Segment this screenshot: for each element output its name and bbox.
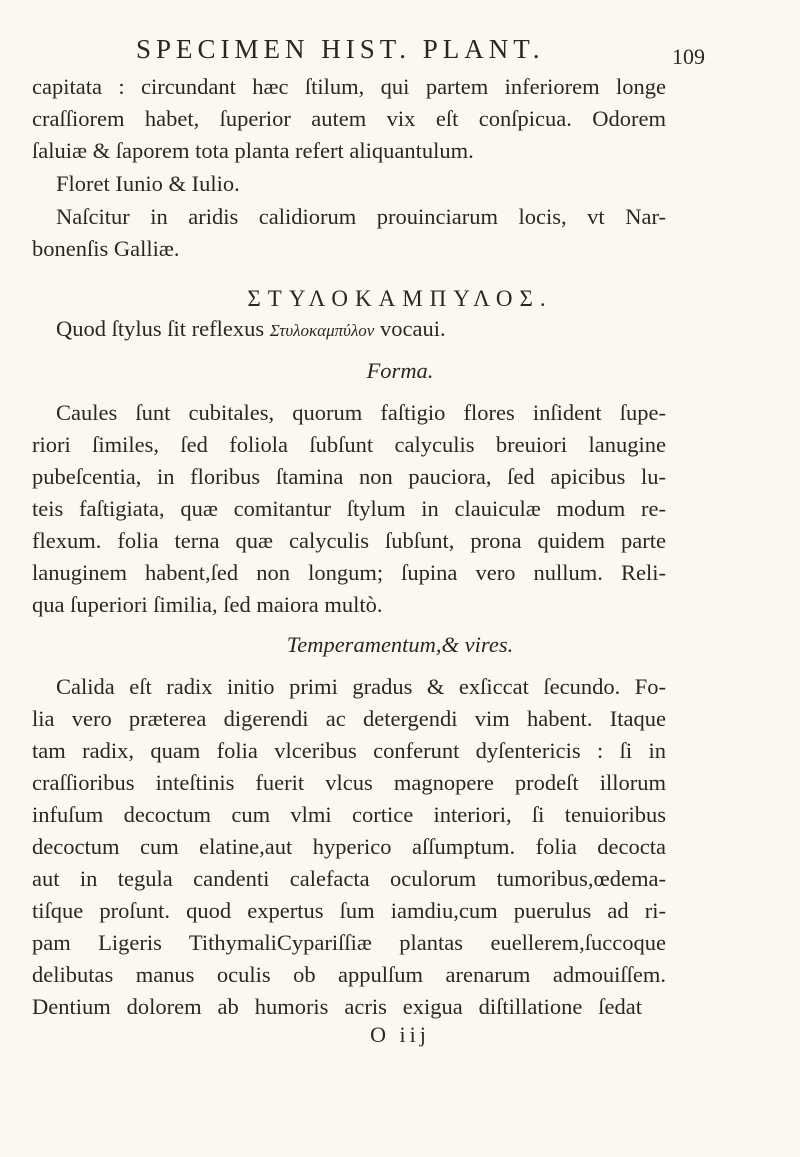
text-line: decoctum cum elatine,aut hyperico aſſumptum. folia decocta [32,834,666,859]
subheading-forma: Forma. [366,358,434,383]
text-line: lanuginem habent,ſed non longum; ſupina vero nullum. Reli- [32,560,666,585]
text-line: Dentium dolorem ab humoris acris exigua diſtillatione ſedat [32,994,642,1019]
text-line: teis faſtigiata, quæ comitantur ſtylum in clauiculæ modum re- [32,496,666,521]
text-line: delibutas manus oculis ob appulſum arenarum admouiſſem. [32,962,666,987]
running-head: SPECIMEN HIST. PLANT. [136,34,545,64]
text-line: qua ſuperiori ſimilia, ſed maiora multò. [32,592,383,617]
text-line: riori ſimiles, ſed foliola ſubſunt calyculis breuiori lanugine [32,432,666,457]
text-line: Calida eſt radix initio primi gradus & exſiccat ſecundo. Fo- [56,674,666,699]
text-line: capitata : circundant hæc ſtilum, qui partem inferiorem longe [32,74,666,99]
text-line: craſſioribus inteſtinis fuerit vlcus magnopere prodeſt illorum [32,770,666,795]
signature-mark: O iij [370,1022,430,1047]
text-line: lia vero præterea digerendi ac detergendi vim habent. Itaque [32,706,666,731]
text-line: Floret Iunio & Iulio. [56,171,240,196]
text-line: tiſque proſunt. quod expertus ſum iamdiu,cum puerulus ad ri- [32,898,666,923]
subheading-temperamentum: Temperamentum,& vires. [286,632,514,657]
text-line: flexum. folia terna quæ calyculis ſubſunt, prona quidem parte [32,528,666,553]
page-number: 109 [672,44,705,69]
text-line: tam radix, quam folia vlceribus conferunt dyſentericis : ſi in [32,738,666,763]
text-line: pam Ligeris TithymaliCypariſſiæ plantas euellerem,ſuccoque [32,930,666,955]
greek-word: Στυλοκαμπύλον [269,321,375,340]
text-line: Naſcitur in aridis calidiorum prouinciarum locis, vt Nar- [56,204,666,229]
text-line: Caules ſunt cubitales, quorum faſtigio flores inſident ſupe- [56,400,666,425]
text-line: pubeſcentia, in floribus ſtamina non pauciora, ſed apicibus lu- [32,464,666,489]
text-span: Quod ſtylus ſit reflexus [56,316,270,341]
text-line: bonenſis Galliæ. [32,236,180,261]
text-span: vocaui. [374,316,446,341]
text-line: infuſum decoctum cum vlmi cortice interiori, ſi tenuioribus [32,802,666,827]
text-line: ſaluiæ & ſaporem tota planta refert aliquantulum. [32,138,474,163]
text-line: aut in tegula candenti calefacta oculorum tumoribus,œdema- [32,866,666,891]
text-line: craſſiorem habet, ſuperior autem vix eſt conſpicua. Odorem [32,106,666,131]
section-heading-greek: ΣΤΥΛΟΚΑΜΠΥΛΟΣ. [247,286,553,311]
text-line [56,315,446,345]
